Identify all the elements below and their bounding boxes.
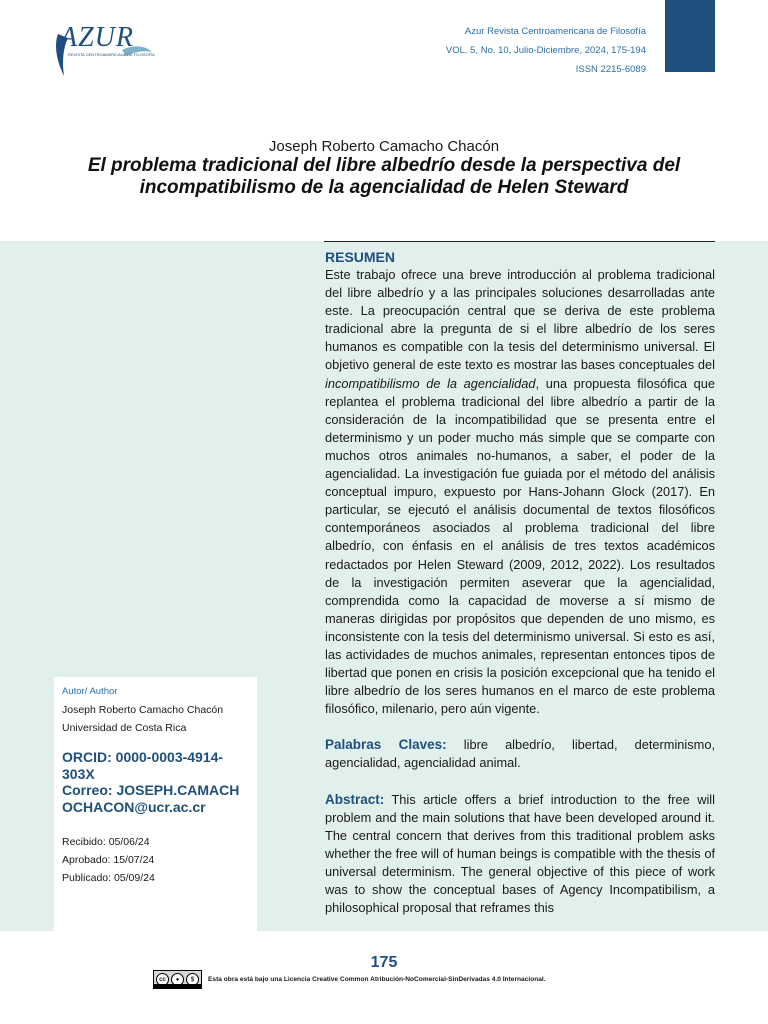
resumen-heading: RESUMEN (325, 249, 396, 265)
logo-text: AZUR (60, 22, 134, 53)
abstract-text: This article offers a brief introduction to the free will problem and the main solutions that have been developed around it. The central concern that derives from this traditional problem asks whether the free will of human beings is compatible with the thesis of universal determinism. The general objective of this piece of work was to show the conceptual bases of Agency Incompatibilism, a philosophical proposal that reframes this (325, 791, 715, 916)
issn: ISSN 2215-6089 (575, 64, 646, 75)
abstract-paragraph (325, 791, 715, 918)
date-published: Publicado: 05/09/24 (62, 872, 155, 884)
resumen-part1: Este trabajo ofrece una breve introducción al problema tradicional del libre albedrío y a las principales soluciones desarrolladas ante este. La preocupación central que se deriva de este problema tradicional abre la pregunta de si el libre albedrío de los seres humanos es compatible con la tesis del determinismo universal. El objetivo general de este texto es mostrar las bases conceptuales del (325, 267, 715, 373)
by-icon: ● (171, 973, 184, 986)
resumen-text (325, 266, 715, 718)
page-number: 175 (370, 954, 398, 971)
author-orcid: ORCID: 0000-0003-4914-303X (62, 749, 224, 782)
article-title: El problema tradicional del libre albedrío desde la perspectiva del incompatibilismo de la agencialidad de Helen Steward (87, 155, 681, 198)
author-email[interactable]: Correo: JOSEPH.CAMACHOCHACON@ucr.ac.cr (62, 782, 240, 815)
cc-license-badge[interactable] (153, 970, 202, 989)
main-column (325, 248, 715, 917)
author-box-institution: Universidad de Costa Rica (62, 722, 187, 734)
author-info-box (54, 677, 257, 931)
volume-line: VOL. 5, No. 10, Julio-Diciembre, 2024, 175-194 (445, 45, 646, 56)
cc-badge-strip (154, 984, 201, 988)
journal-name: Azur Revista Centroamericana de Filosofía (464, 26, 646, 37)
keywords-label: Palabras Claves: (325, 737, 447, 753)
keywords-text: libre albedrío, libertad, determinismo, agencialidad, agencialidad animal. (325, 737, 715, 771)
journal-info (446, 22, 646, 79)
date-received: Recibido: 05/06/24 (62, 836, 150, 848)
resumen-part2: , una propuesta filosófica que replantea el problema tradicional del libre albedrío a partir de la consideración de la incompatibilidad que se presenta entre el determinismo y un poder mucho más simple que se comparte con muchos otros animales no-humanos, a saber, el poder de la agencialidad. La investigación fue guiada por el método del análisis conceptual impuro, expuesto por Hans-Johann Glock (2017). En particular, se ejecutó el análisis documental de textos filosóficos contemporáneos asociados al problema tradicional del libre albedrío, con énfasis en el análisis de tres textos académicos redactados por Helen Steward (2009, 2012, 2022). Los resultados de la investigación permiten aseverar que la agencialidad, comprendida como la capacidad de moverse a sí mismo de maneras dirigidas por propósitos que dependen de uno mismo, es inconsistente con la tesis del determinismo universal. Si esto es así, las actividades de muchos animales, representan entonces tipos de libertad que ponen en crisis la posición excepcional que ha tenido el libre albedrío de los seres humanos en el marco de este problema filosófico, milenario, pero aún vigente. (325, 375, 715, 717)
abstract-label: Abstract: (325, 791, 385, 807)
author-box-name: Joseph Roberto Camacho Chacón (62, 704, 224, 716)
cc-icon: cc (156, 973, 169, 986)
keywords-paragraph (325, 736, 715, 772)
corner-accent-block (665, 0, 715, 72)
author-box-label: Autor/ Author (62, 686, 118, 697)
article-author: Joseph Roberto Camacho Chacón (268, 138, 500, 155)
license-text: Esta obra está bajo una Licencia Creative Common Atribución-NoComercial-SinDerivadas 4.0 Internacional. (208, 976, 546, 983)
divider (324, 241, 715, 242)
nc-icon: $ (186, 973, 199, 986)
date-approved: Aprobado: 15/07/24 (62, 854, 155, 866)
logo-subtitle: REVISTA CENTROAMERICANA DE FILOSOFÍA (68, 52, 155, 57)
resumen-italic: incompatibilismo de la agencialidad (325, 375, 536, 391)
